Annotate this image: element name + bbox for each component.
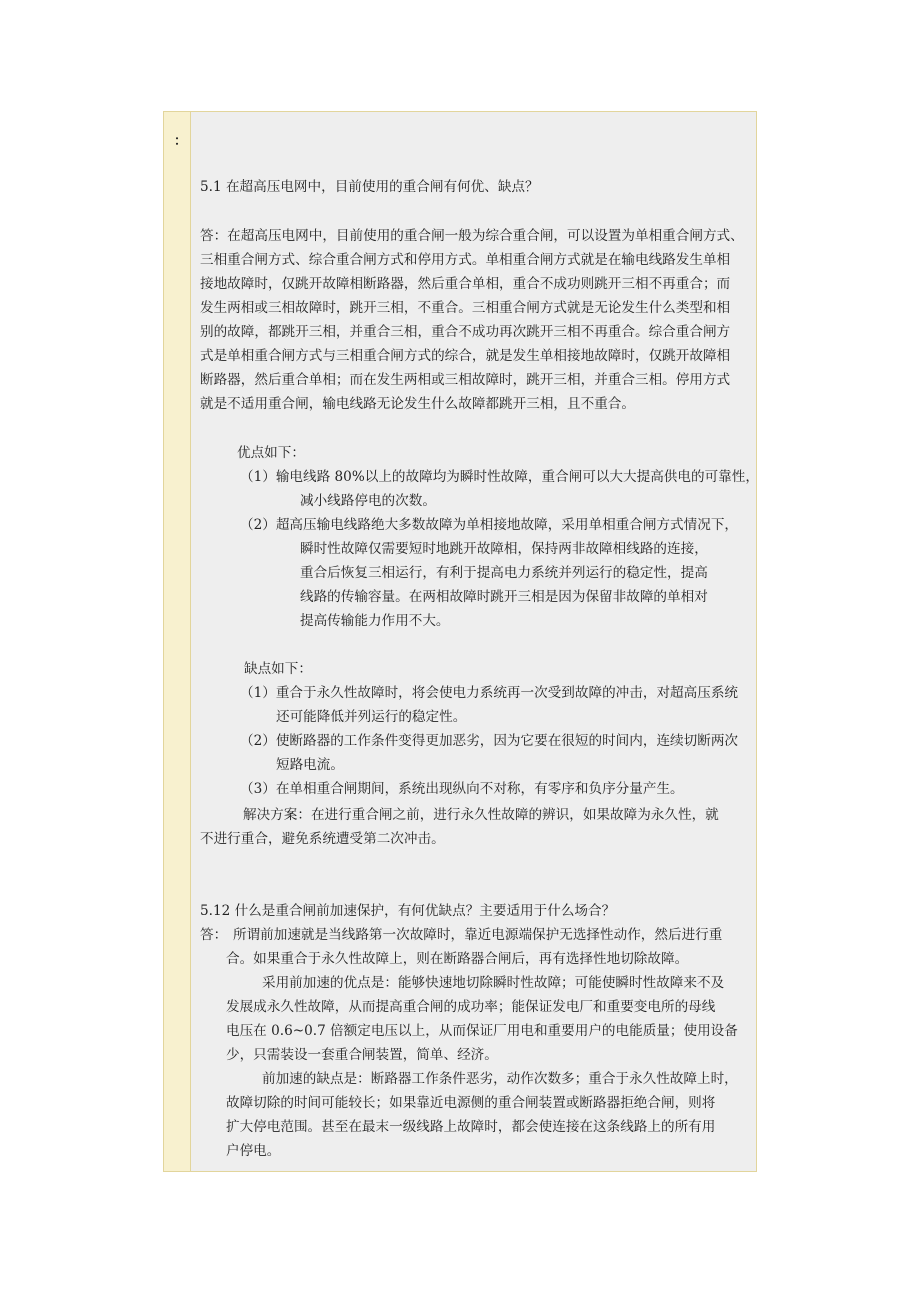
cons-item-cont: 还可能降低并列运行的稳定性。 [276,709,467,725]
gutter-column [164,112,191,1171]
pros-item-cont: 重合后恢复三相运行，有利于提高电力系统并列运行的稳定性，提高 [300,565,708,581]
cons-heading: 缺点如下： [244,661,312,677]
answer-line: 故障切除的时间可能较长；如果靠近电源侧的重合闸装置或断路器拒绝合闸，则将 [226,1095,716,1111]
answer-line: 式是单相重合闸方式与三相重合闸方式的综合，就是发生单相接地故障时，仅跳开故障相 [200,348,731,364]
answer-line: 接地故障时，仅跳开故障相断路器，然后重合单相，重合不成功则跳开三相不再重合；而 [200,276,731,292]
answer-line: 前加速的缺点是：断路器工作条件恶劣，动作次数多；重合于永久性故障上时， [262,1071,738,1087]
solution-line: 解决方案：在进行重合闸之前，进行永久性故障的辨识，如果故障为永久性，就 [243,807,719,823]
answer-line: 发生两相或三相故障时，跳开三相，不重合。三相重合闸方式就是无论发生什么类型和相 [200,300,731,316]
answer-line: 采用前加速的优点是：能够快速地切除瞬时性故障；可能使瞬时性故障来不及 [262,975,725,991]
pros-item-cont: 提高传输能力作用不大。 [300,613,450,629]
answer-line: 就是不适用重合闸，输电线路无论发生什么故障都跳开三相，且不重合。 [200,396,635,412]
pros-heading: 优点如下： [237,445,305,461]
cons-item-cont: 短路电流。 [276,757,344,773]
answer-line: 断路器，然后重合单相；而在发生两相或三相故障时，跳开三相，并重合三相。停用方式 [200,372,731,388]
pros-item-cont: 减小线路停电的次数。 [300,493,436,509]
answer-line: 户停电。 [226,1143,281,1159]
question-title: 5.1 在超高压电网中，目前使用的重合闸有何优、缺点？ [200,179,539,195]
pros-item: （2）超高压输电线路绝大多数故障为单相接地故障，采用单相重合闸方式情况下， [240,517,739,533]
gutter-mark: ： [174,134,188,149]
pros-item: （1）输电线路 80%以上的故障均为瞬时性故障，重合闸可以大大提高供电的可靠性， [240,469,759,485]
cons-item: （2）使断路器的工作条件变得更加恶劣，因为它要在很短的时间内，连续切断两次 [240,733,739,749]
answer-line: 扩大停电范围。甚至在最末一级线路上故障时，都会使连接在这条线路上的所有用 [226,1119,716,1135]
answer-label: 答： [200,927,228,943]
answer-line: 别的故障，都跳开三相，并重合三相，重合不成功再次跳开三相不再重合。综合重合闸方 [200,324,731,340]
answer-line: 电压在 0.6~0.7 倍额定电压以上，从而保证厂用电和重要用户的电能质量；使用设备 [226,1023,738,1039]
solution-line: 不进行重合，避免系统遭受第二次冲击。 [200,831,445,847]
question-title: 5.12 什么是重合闸前加速保护，有何优缺点？主要适用于什么场合？ [200,903,616,919]
pros-item-cont: 线路的传输容量。在两相故障时跳开三相是因为保留非故障的单相对 [300,589,708,605]
answer-line: 答：在超高压电网中，目前使用的重合闸一般为综合重合闸，可以设置为单相重合闸方式、 [200,228,744,244]
pros-item-cont: 瞬时性故障仅需要短时地跳开故障相，保持两非故障相线路的连接， [300,541,708,557]
cons-item: （1）重合于永久性故障时，将会使电力系统再一次受到故障的冲击，对超高压系统 [240,685,739,701]
answer-line: 三相重合闸方式、综合重合闸方式和停用方式。单相重合闸方式就是在输电线路发生单相 [200,252,731,268]
cons-item: （3）在单相重合闸期间，系统出现纵向不对称，有零序和负序分量产生。 [240,781,684,797]
answer-line: 少，只需装设一套重合闸装置，简单、经济。 [226,1047,498,1063]
answer-line: 合。如果重合于永久性故障上，则在断路器合闸后，再有选择性地切除故障。 [226,951,689,967]
answer-line: 发展成永久性故障，从而提高重合闸的成功率；能保证发电厂和重要变电所的母线 [226,999,716,1015]
answer-line: 所谓前加速就是当线路第一次故障时，靠近电源端保护无选择性动作，然后进行重 [233,927,723,943]
